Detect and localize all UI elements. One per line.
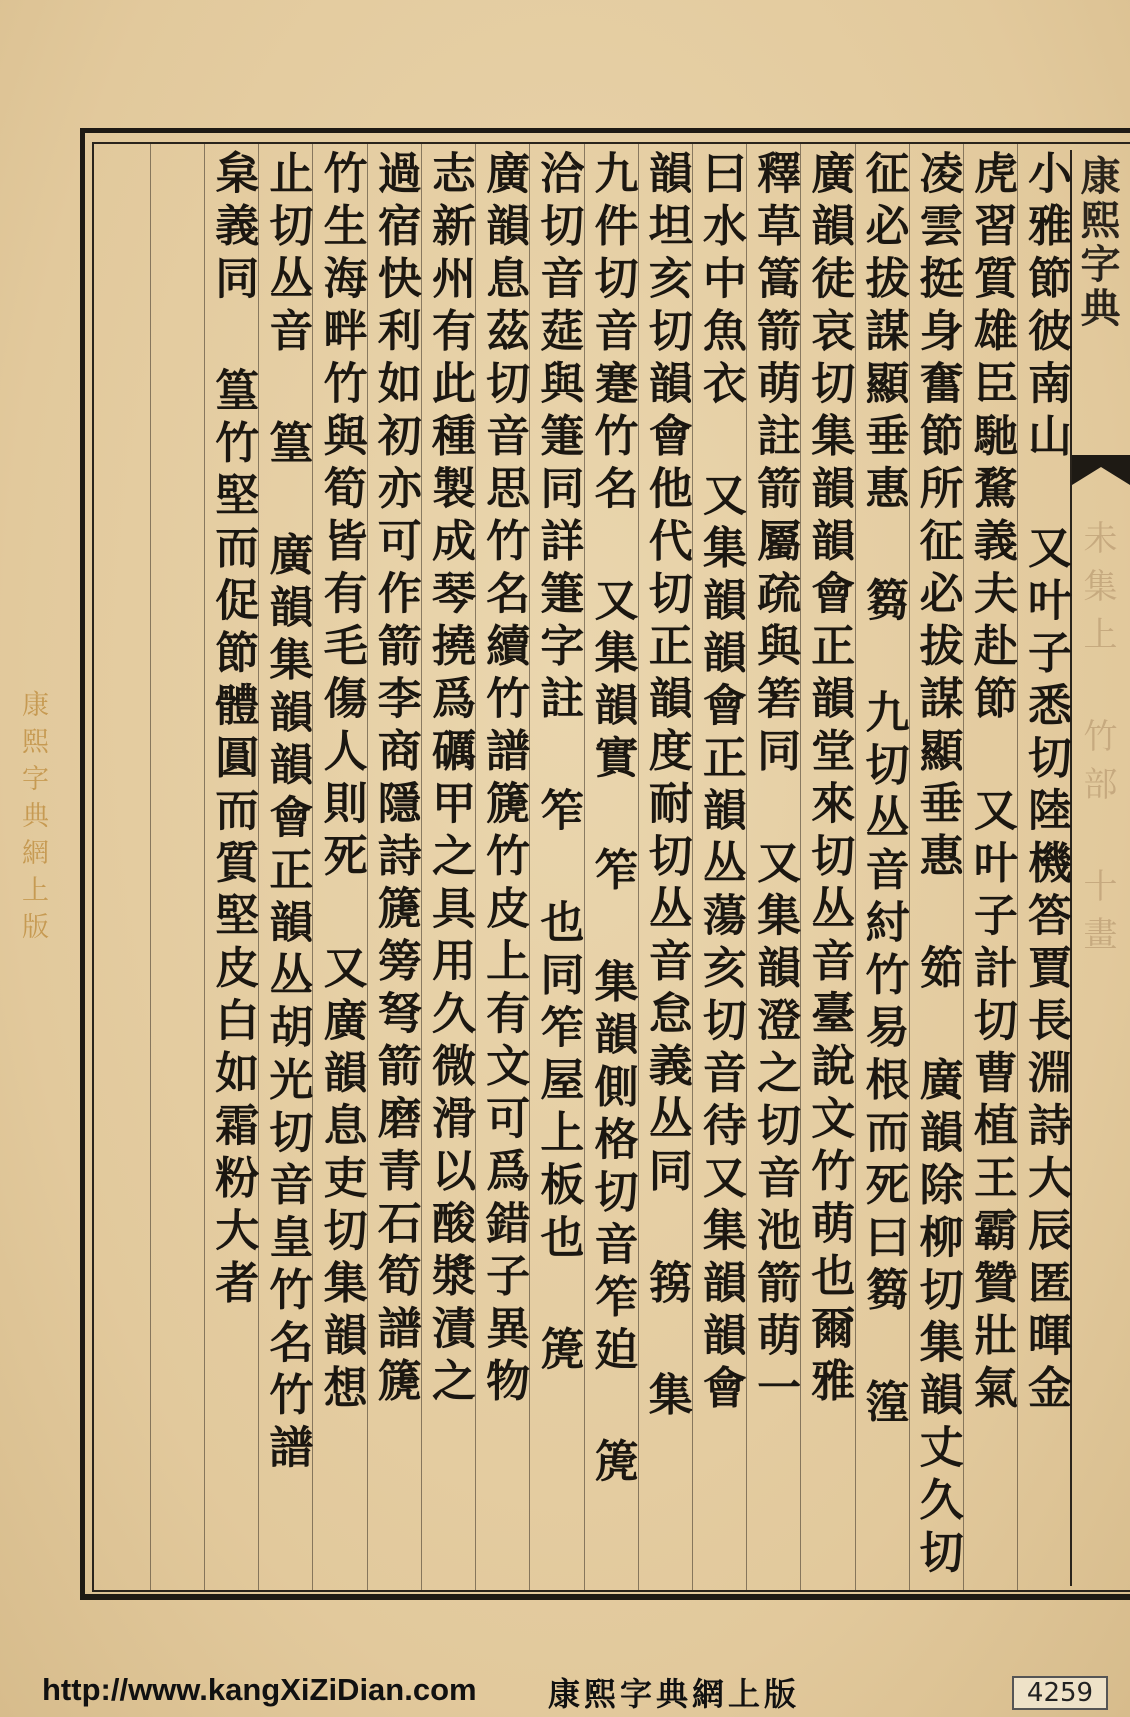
book-title: 康熙字典 [1074, 155, 1121, 331]
text-column: 竹生海畔竹與筍皆有毛傷人則死 又廣韻息吏切集韻想 [315, 150, 367, 1417]
text-column: 九件切音蹇竹名 又集韻實 笮 集韻側格切音笮廹 箎 [586, 150, 638, 1491]
page-number: 4259 [1012, 1676, 1108, 1710]
text-column: 凌雲挺身奮節所征必拔謀顯垂惠 筎 廣韻除柳切集韻丈久切 [911, 150, 963, 1582]
text-column: 韻坦亥切韻會他代切正韻度耐切丛音怠義丛同 箉 集 [640, 150, 692, 1424]
text-column: 虎習質雄臣馳騖義夫赴節 又叶子計切曹植王霸贊壯氣 [965, 150, 1017, 1417]
text-column: 枲義同 篁竹堅而促節體圓而質堅皮白如霜粉大者 [207, 150, 259, 1312]
site-url-link[interactable]: http://www.kangXiZiDian.com [42, 1672, 477, 1707]
text-column: 洽切音莚與箑同詳箑字註 笮 也同笮屋上板也 箎 [532, 150, 584, 1379]
text-column: 征必拔謀顯垂惠 篘 九切丛音紂竹易根而死曰篘 篞 [857, 150, 909, 1431]
text-column: 釋草篙箭萌註箭屬疏與箬同 又集韻澄之切音池箭萌一 [749, 150, 801, 1417]
text-column: 志新州有此種製成琴撓爲礪甲之具用久微滑以酸漿漬之 [423, 150, 475, 1410]
footer-title: 康熙字典網上版 [548, 1675, 801, 1713]
text-column: 小雅節彼南山 又叶子悉切陸機答賈長淵詩大辰匿暉金 [1020, 150, 1071, 1417]
text-column: 廣韻徒哀切集韻韻會正韻堂來切丛音臺說文竹萌也爾雅 [803, 150, 855, 1410]
text-column: 過宿快利如初亦可作箭李商隱詩篪篣弩箭磨青石筍譜篪 [369, 150, 421, 1410]
text-columns [96, 150, 1072, 1586]
text-column: 曰水中魚衣 又集韻韻會正韻丛蕩亥切音待又集韻韻會 [694, 150, 746, 1417]
text-column: 廣韻息茲切音思竹名續竹譜篪竹皮上有文可爲錯子異物 [478, 150, 530, 1410]
text-column: 止切丛音 篁 廣韻集韻韻會正韻丛胡光切音皇竹名竹譜 [261, 150, 313, 1477]
bleed-through-text: 未集上 竹部 十畫 [1077, 520, 1117, 964]
margin-title: 康熙字典網上版 [17, 690, 48, 949]
